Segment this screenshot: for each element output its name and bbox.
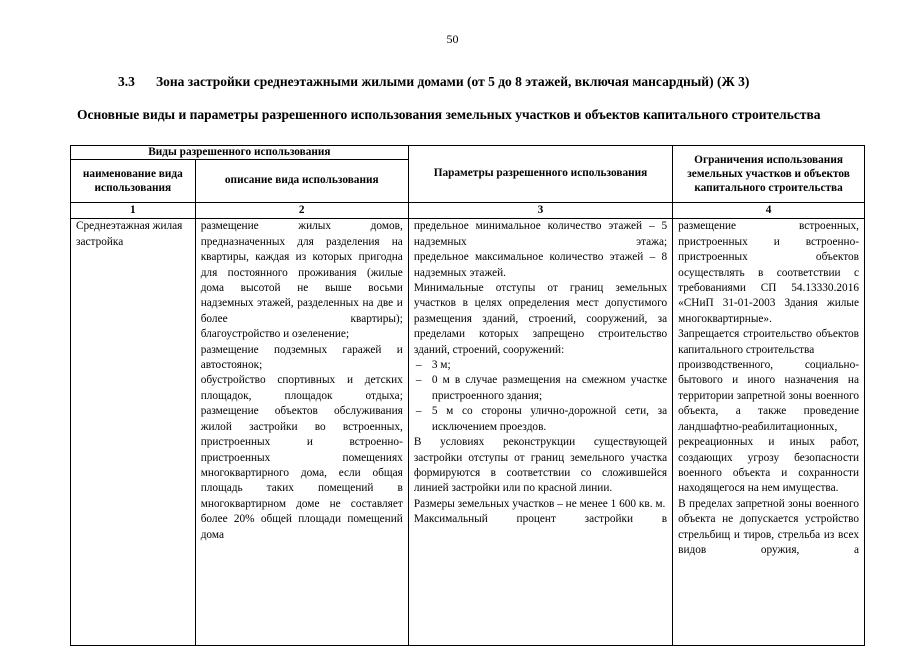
table-row xyxy=(71,219,865,646)
reconstruction-note: В условиях реконструкции существующей застройки отступы от границ земельного участка формируются в соответствии со сложившейся линией застройки или по красной линии. xyxy=(413,436,668,495)
restriction-item: производственного, социально-бытового и иного назначения на территории запретной зоны военного объекта, а также проведение ландшафтно-реабилитационных, xyxy=(678,359,859,433)
restriction-item: размещение встроенных, пристроенных и встроенно-пристроенных объектов осуществлять в соответствии с требованиями СП 54.13330.2016 «СНиП 31-01-2003 Здания жилые многоквартирные». xyxy=(678,220,859,325)
parameters-cell xyxy=(408,219,672,646)
page-number: 50 xyxy=(446,32,459,46)
header-description: описание вида использования xyxy=(195,160,408,203)
header-row-1 xyxy=(71,146,865,160)
restriction-item: В пределах запретной зоны военного объекта не допускается устройство стрельбищ и тиров, стрельба из всех видов оружия, а xyxy=(678,497,859,556)
restriction-item: рекреационных и иных работ, создающих угрозу безопасности военного объекта и сохранности находящегося на нем имущества. xyxy=(678,436,859,495)
description-item: обустройство спортивных и детских площадок, площадок отдыха; xyxy=(200,374,403,402)
column-number: 1 xyxy=(71,203,196,219)
plot-size: Размеры земельных участков – не менее 1 600 кв. м. xyxy=(413,497,666,510)
header-name: наименование вида использования xyxy=(71,160,196,203)
section-title xyxy=(118,74,878,90)
header-parameters: Параметры разрешенного использования xyxy=(408,146,672,203)
regulations-table xyxy=(70,145,865,646)
use-name: Среднеэтажная жилая застройка xyxy=(76,220,183,248)
section-number: 3.3 xyxy=(118,74,135,89)
max-percent: Максимальный процент застройки в xyxy=(413,513,668,526)
header-restrictions: Ограничения использования земельных участков и объектов капитального строительства xyxy=(673,146,865,203)
group-header: Виды разрешенного использования xyxy=(71,146,409,160)
restriction-item: Запрещается строительство объектов капитального строительства xyxy=(678,328,859,356)
floors-max: предельное максимальное количество этажей – 8 надземных этажей. xyxy=(413,251,668,279)
table-caption: Основные виды и параметры разрешенного использования земельных участков и объектов капитального строительства xyxy=(77,107,821,122)
list-item: – 3 м; xyxy=(414,358,667,373)
description-item: размещение подземных гаражей и автостоянок; xyxy=(200,343,403,372)
list-item: – 0 м в случае размещения на смежном участке пристроенного здания; xyxy=(414,373,667,404)
floors-min: предельное минимальное количество этажей – 5 надземных этажа; xyxy=(413,220,668,248)
description-item: размещение объектов обслуживания жилой застройки во встроенных, пристроенных и встроенно-пристроенных помещениях многоквартирного дома, если общая площадь таких помещений в многоквартирном доме не составляет более 20% общей площади помещений дома xyxy=(200,405,403,541)
offsets-intro: Минимальные отступы от границ земельных участков в целях определения мест допустимого размещения зданий, строений, сооружений, за пределами которых запрещено строительство зданий, строений, сооружений: xyxy=(413,282,668,356)
column-number: 4 xyxy=(673,203,865,219)
description-item: благоустройство и озеленение; xyxy=(200,328,350,341)
use-description-cell xyxy=(195,219,408,646)
description-item: размещение жилых домов, предназначенных для разделения на квартиры, каждая из которых пригодна для постоянного проживания (жилые дома высотой не выше восьми надземных этажей, разделенных на две и более квартиры); xyxy=(200,220,403,325)
column-number: 2 xyxy=(195,203,408,219)
restrictions-cell xyxy=(673,219,865,646)
column-numbers-row xyxy=(71,203,865,219)
column-number: 3 xyxy=(408,203,672,219)
section-title-text: Зона застройки среднеэтажными жилыми домами (от 5 до 8 этажей, включая мансардный) (Ж 3) xyxy=(156,74,750,89)
use-name-cell xyxy=(71,219,196,646)
offsets-list xyxy=(414,358,667,435)
list-item: – 5 м со стороны улично-дорожной сети, за исключением проездов. xyxy=(414,404,667,435)
